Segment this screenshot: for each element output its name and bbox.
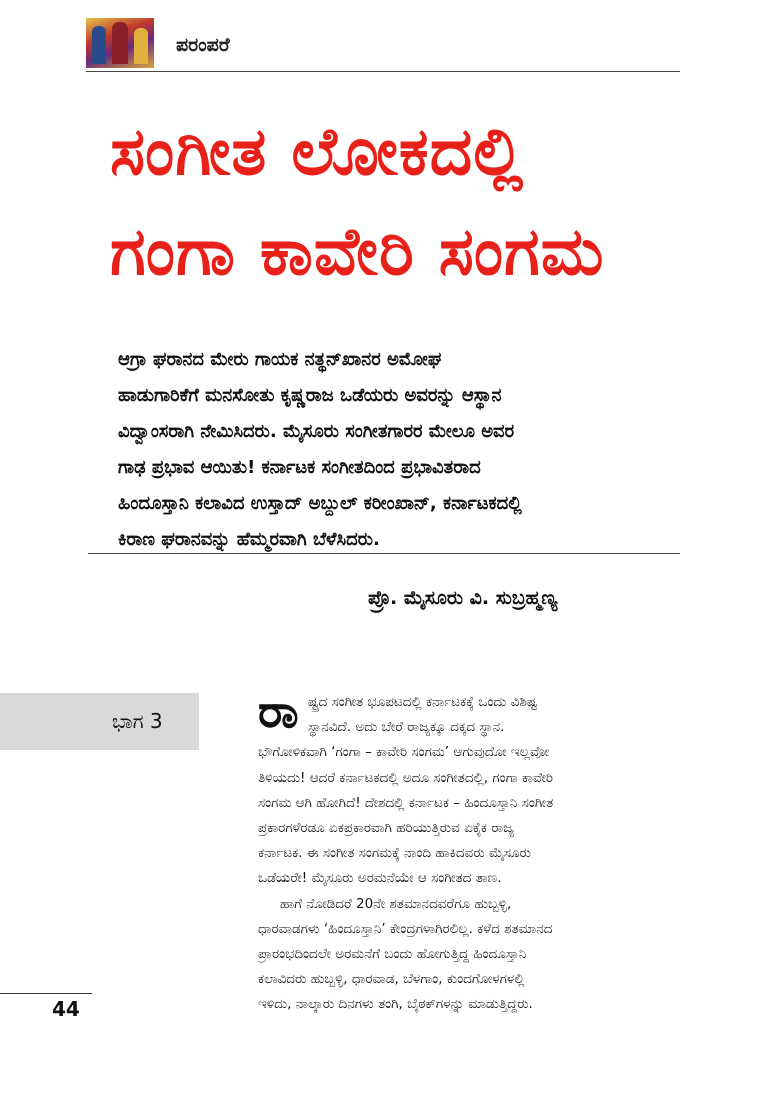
thumbnail-figure [112,22,128,64]
intro-line: ಆಗ್ರಾ ಘರಾನದ ಮೇರು ಗಾಯಕ ನತ್ಥನ್‌ಖಾನರ ಅಮೋಘ [118,349,442,370]
intro-line: ಗಾಢ ಪ್ರಭಾವ ಆಯಿತು! ಕರ್ನಾಟಕ ಸಂಗೀತದಿಂದ ಪ್ರಭಾವಿತರಾದ [118,457,481,478]
header-thumbnail-image [86,18,154,68]
intro-line: ವಿದ್ವಾಂಸರಾಗಿ ನೇಮಿಸಿದರು. ಮೈಸೂರು ಸಂಗೀತಗಾರರ ಮೇಲೂ ಅವರ [118,421,515,442]
body-line: ಕಲಾವಿದರು ಹುಬ್ಬಳ್ಳಿ, ಧಾರವಾಡ, ಬೆಳಗಾಂ, ಕುಂದಗೋಳಗಳಲ್ಲಿ [258,971,525,988]
body-line: ಧಾರವಾಡಗಳು ‘ಹಿಂದೂಸ್ತಾನಿ’ ಕೇಂದ್ರಗಳಾಗಿರಲಿಲ್ಲ. ಕಳೆದ ಶತಮಾನದ [258,920,553,937]
thumbnail-figure [134,28,148,64]
body-line: ಸ್ಥಾನವಿದೆ. ಅದು ಬೇರೆ ರಾಜ್ಯಕ್ಕೂ ದಕ್ಕದ ಸ್ಥಾನ. [308,719,505,736]
body-line: ಸಂಗಮ ಆಗಿ ಹೋಗಿದೆ! ದೇಶದಲ್ಲಿ ಕರ್ನಾಟಕ – ಹಿಂದೂಸ್ತಾನಿ ಸಂಗೀತ [258,794,554,811]
title-line: ಗಂಗಾ ಕಾವೇರಿ ಸಂಗಮ [110,213,605,290]
body-line: ಭೌಗೋಳಿಕವಾಗಿ ‘ಗಂಗಾ – ಕಾವೇರಿ ಸಂಗಮ’ ಆಗುವುದೋ ಇಲ್ಲವೋ [258,744,550,761]
body-line: ಹಾಗೆ ನೋಡಿದರೆ 20ನೇ ಶತಮಾನದವರೆಗೂ ಹುಬ್ಬಳ್ಳಿ, [280,895,512,912]
folio-rule [0,993,92,994]
intro-line: ಹಾಡುಗಾರಿಕೆಗೆ ಮನಸೋತು ಕೃಷ್ಣರಾಜ ಒಡೆಯರು ಅವರನ್ನು ಆಸ್ಥಾನ [118,385,502,406]
body-line: ತಿಳಿಯದು! ಆದರೆ ಕರ್ನಾಟಕದಲ್ಲಿ ಅದೂ ಸಂಗೀತದಲ್ಲಿ, ಗಂಗಾ ಕಾವೇರಿ [258,769,554,786]
section-label: ಪರಂಪರೆ [176,34,230,56]
intro-line: ಹಿಂದೂಸ್ತಾನಿ ಕಲಾವಿದ ಉಸ್ತಾದ್ ಅಬ್ದುಲ್ ಕರೀಂಖಾನ್, ಕರ್ನಾಟಕದಲ್ಲಿ [118,493,522,514]
thumbnail-figure [92,26,106,64]
intro-rule [88,553,680,554]
body-line: ಪ್ರಾರಂಭದಿಂದಲೇ ಅರಮನೆಗೆ ಬಂದು ಹೋಗುತ್ತಿದ್ದ ಹಿಂದೂಸ್ತಾನಿ [258,946,527,963]
page-number: 44 [52,997,80,1021]
body-line: ಒಡೆಯರೇ! ಮೈಸೂರು ಅರಮನೆಯೇ ಆ ಸಂಗೀತದ ತಾಣ. [258,870,502,887]
body-line: ಷ್ಟ್ರದ ಸಂಗೀತ ಭೂಪಟದಲ್ಲಿ ಕರ್ನಾಟಕಕ್ಕೆ ಒಂದು ವಿಶಿಷ್ಟ [308,694,537,710]
part-label-box [0,693,199,750]
body-text [258,690,682,1018]
part-label: ಭಾಗ 3 [112,709,163,733]
body-line: ಪ್ರಕಾರಗಳೆರಡೂ ಏಕಪ್ರಕಾರವಾಗಿ ಹರಿಯುತ್ತಿರುವ ಏಕೈಕ ರಾಜ್ಯ [258,820,515,837]
intro-paragraph [118,342,674,558]
intro-line: ಕಿರಾಣ ಘರಾನವನ್ನು ಹೆಮ್ಮರವಾಗಿ ಬೆಳೆಸಿದರು. [118,529,380,550]
body-line: ಇಳಿದು, ನಾಲ್ಕಾರು ದಿನಗಳು ತಂಗಿ, ಬೈಠಕ್‌ಗಳನ್ನು ಮಾಡುತ್ತಿದ್ದರು. [258,996,533,1013]
title-line: ಸಂಗೀತ ಲೋಕದಲ್ಲಿ [110,113,525,190]
drop-cap: ರಾ [258,684,299,738]
body-line: ಕರ್ನಾಟಕ. ಈ ಸಂಗೀತ ಸಂಗಮಕ್ಕೆ ನಾಂದಿ ಹಾಕಿದವರು ಮೈಸೂರು [258,845,531,862]
header-rule [86,71,680,72]
author-byline: ಪ್ರೊ. ಮೈಸೂರು ವಿ. ಸುಬ್ರಹ್ಮಣ್ಯ [368,587,558,609]
article-title [110,102,730,302]
